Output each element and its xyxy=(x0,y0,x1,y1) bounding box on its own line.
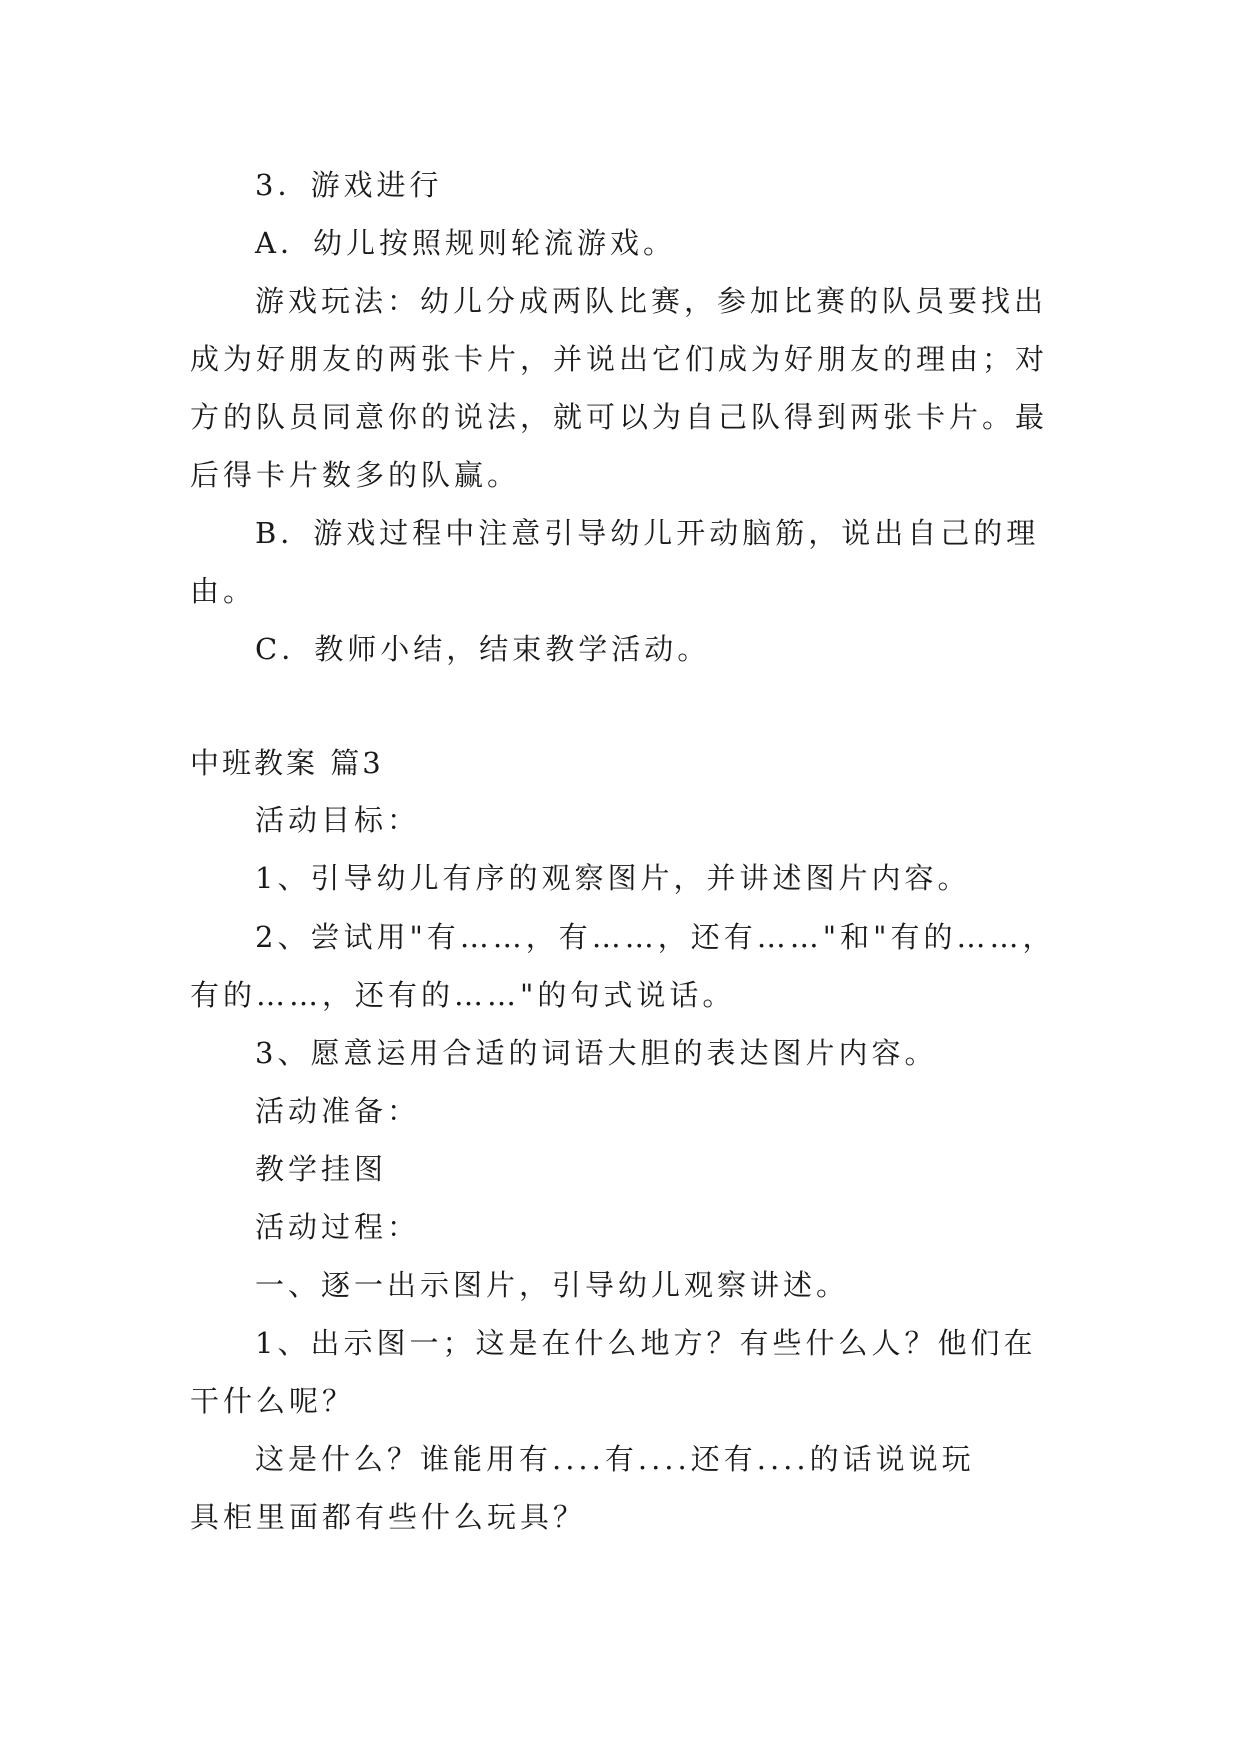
text-line: 1、引导幼儿有序的观察图片，并讲述图片内容。 xyxy=(255,861,971,895)
text-line: 教学挂图 xyxy=(255,1152,388,1186)
text-line: 2、尝试用"有……，有……，还有……"和"有的……， xyxy=(255,920,1056,954)
text-line: 3．游戏进行 xyxy=(255,168,443,202)
text-line: A．幼儿按照规则轮流游戏。 xyxy=(255,226,676,260)
text-line: 由。 xyxy=(190,574,257,608)
text-line: 游戏玩法：幼儿分成两队比赛，参加比赛的队员要找出 xyxy=(255,284,1048,318)
text-line: C．教师小结，结束教学活动。 xyxy=(255,632,711,666)
text-line: 干什么呢？ xyxy=(190,1384,356,1418)
text-line: 具柜里面都有些什么玩具？ xyxy=(190,1500,587,1534)
text-line: 3、愿意运用合适的词语大胆的表达图片内容。 xyxy=(255,1036,938,1070)
text-line: 活动准备： xyxy=(255,1094,421,1128)
text-line: 成为好朋友的两张卡片，并说出它们成为好朋友的理由；对 xyxy=(190,342,1049,376)
text-line: 后得卡片数多的队赢。 xyxy=(190,458,521,492)
text-line: 这是什么？谁能用有....有....还有....的话说说玩 xyxy=(255,1442,975,1476)
text-line: 一、逐一出示图片，引导幼儿观察讲述。 xyxy=(255,1268,850,1302)
text-line: B．游戏过程中注意引导幼儿开动脑筋，说出自己的理 xyxy=(255,516,1040,550)
text-line: 活动过程： xyxy=(255,1210,421,1244)
text-line: 方的队员同意你的说法，就可以为自己队得到两张卡片。最 xyxy=(190,400,1049,434)
text-line: 活动目标： xyxy=(255,803,421,837)
text-line: 有的……，还有的……"的句式说话。 xyxy=(190,978,736,1012)
section-heading: 中班教案 篇3 xyxy=(190,746,384,780)
text-line: 1、出示图一；这是在什么地方？有些什么人？他们在 xyxy=(255,1326,1037,1360)
